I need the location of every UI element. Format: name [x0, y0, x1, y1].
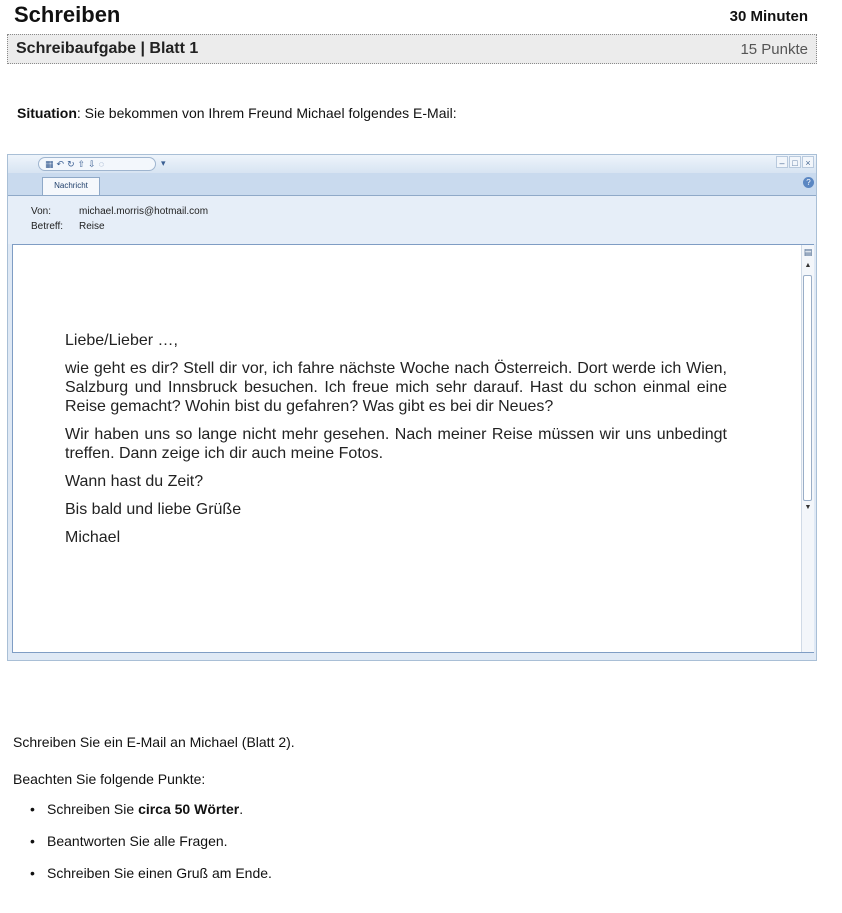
from-value: michael.morris@hotmail.com: [79, 206, 209, 217]
email-window: [7, 154, 817, 661]
time-limit: 30 Minuten: [729, 8, 808, 25]
customize-toolbar-icon[interactable]: ▾: [161, 158, 166, 168]
email-paragraph: Wann hast du Zeit?: [65, 473, 204, 490]
email-header-fields: [8, 196, 816, 244]
redo-icon[interactable]: ↻: [67, 159, 75, 169]
previous-icon[interactable]: ⇧: [77, 159, 86, 169]
email-closing: Bis bald und liebe Grüße: [65, 501, 242, 518]
bullet-text: Schreiben Sie einen Gruß am Ende.: [47, 865, 272, 881]
bullet-icon: •: [30, 865, 35, 881]
email-paragraph: Wir haben uns so lange nicht mehr gesehen. Nach meiner Reise müssen wir uns unbedingt treffen. Dann zeige ich dir auch meine Fotos.: [65, 426, 727, 462]
attachment-icon[interactable]: ◌: [98, 159, 105, 169]
situation-text: [17, 105, 457, 121]
bullet-text-bold: circa 50 Wörter: [138, 801, 240, 817]
situation-label: Situation: [17, 105, 77, 121]
next-icon[interactable]: ⇩: [88, 159, 96, 169]
subject-label: Betreff:: [31, 221, 64, 232]
list-item: [30, 833, 272, 865]
requirements-list: [30, 801, 272, 897]
instruction-line: Schreiben Sie ein E-Mail an Michael (Blatt 2).: [13, 734, 295, 750]
scroll-down-icon[interactable]: ▼: [804, 504, 812, 511]
bullet-text-pre: Schreiben Sie: [47, 801, 139, 817]
help-icon[interactable]: ?: [803, 177, 814, 188]
tab-nachricht[interactable]: Nachricht: [42, 177, 100, 195]
bullet-icon: •: [30, 801, 35, 817]
instruction-line: Beachten Sie folgende Punkte:: [13, 771, 206, 787]
scroll-up-icon[interactable]: ▲: [804, 262, 812, 269]
close-icon[interactable]: ×: [802, 156, 814, 168]
bullet-text-post: .: [239, 801, 244, 817]
list-item: [30, 801, 272, 833]
window-controls: [776, 156, 814, 168]
window-titlebar: [8, 155, 816, 173]
bullet-text: Beantworten Sie alle Fragen.: [47, 833, 228, 849]
bullet-icon: •: [30, 833, 35, 849]
email-body[interactable]: [12, 244, 814, 653]
email-message: [65, 331, 727, 556]
points: 15 Punkte: [740, 41, 808, 58]
subject-value: Reise: [79, 221, 105, 232]
maximize-icon[interactable]: □: [789, 156, 801, 168]
task-header-bar: [7, 34, 817, 64]
email-signature: Michael: [65, 529, 121, 546]
situation-description: : Sie bekommen von Ihrem Freund Michael folgendes E-Mail:: [76, 105, 457, 121]
undo-icon[interactable]: ↶: [56, 159, 65, 169]
scroll-thumb[interactable]: [803, 275, 812, 501]
split-view-icon[interactable]: ▤: [803, 247, 813, 257]
page-title: Schreiben: [14, 2, 121, 27]
vertical-scrollbar[interactable]: [801, 245, 814, 652]
save-icon[interactable]: ▦: [45, 159, 54, 169]
task-title: Schreibaufgabe | Blatt 1: [16, 40, 199, 57]
ribbon: [8, 173, 816, 196]
minimize-icon[interactable]: –: [776, 156, 788, 168]
quick-access-toolbar: [38, 157, 156, 171]
list-item: [30, 865, 272, 897]
from-label: Von:: [31, 206, 52, 217]
email-greeting: Liebe/Lieber …,: [65, 332, 178, 349]
email-paragraph: wie geht es dir? Stell dir vor, ich fahre nächste Woche nach Österreich. Dort werde ich Wien, Salzburg und Innsbruck besuchen. Ich freue mich sehr darauf. Hast du schon einmal eine Reise gemacht? Wohin bist du gefahren? Was gibt es bei dir Neues?: [65, 360, 727, 415]
